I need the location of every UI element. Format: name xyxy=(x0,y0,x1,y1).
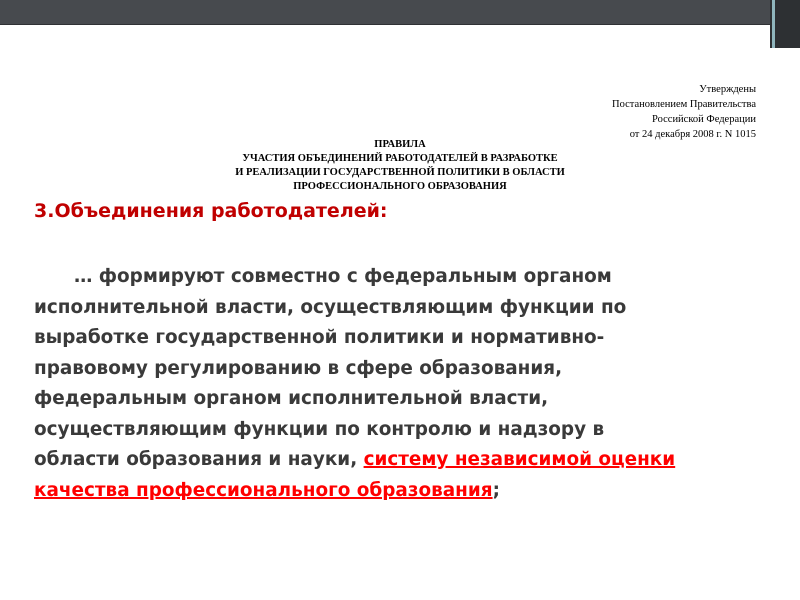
body-line xyxy=(34,476,774,507)
body-text-tail: ; xyxy=(492,479,500,501)
approval-line: Постановлением Правительства xyxy=(612,99,756,110)
body-line: выработке государственной политики и нормативно- xyxy=(34,327,605,348)
rules-title-line: ПРОФЕССИОНАЛЬНОГО ОБРАЗОВАНИЯ xyxy=(293,181,507,192)
body-line: … формируют совместно с федеральным органом xyxy=(74,266,612,287)
body-paragraph xyxy=(34,262,774,506)
top-bar xyxy=(0,0,800,25)
body-line: правовому регулированию в сфере образования, xyxy=(34,357,563,379)
highlighted-phrase: систему независимой оценки xyxy=(363,449,676,470)
body-line: исполнительной власти, осуществляющим функции по xyxy=(34,296,627,318)
body-line: осуществляющим функции по контролю и надзору в xyxy=(34,418,605,440)
rules-title-line: И РЕАЛИЗАЦИИ ГОСУДАРСТВЕННОЙ ПОЛИТИКИ В ОБЛАСТИ xyxy=(235,167,565,178)
body-line: федеральным органом исполнительной власти, xyxy=(34,388,549,409)
highlighted-phrase: качества профессионального образования xyxy=(34,479,493,501)
corner-accent-stripe xyxy=(772,0,775,48)
approval-note xyxy=(456,82,756,142)
rules-title xyxy=(150,138,650,194)
body-text-plain: области образования и науки, xyxy=(34,449,364,470)
section-heading: 3.Объединения работодателей: xyxy=(34,200,388,222)
approval-line: Российской Федерации xyxy=(652,114,756,125)
approval-line: от 24 декабря 2008 г. N 1015 xyxy=(629,129,756,140)
approval-line: Утверждены xyxy=(699,84,756,95)
rules-title-line: ПРАВИЛА xyxy=(374,139,426,150)
rules-title-line: УЧАСТИЯ ОБЪЕДИНЕНИЙ РАБОТОДАТЕЛЕЙ В РАЗРАБОТКЕ xyxy=(242,153,558,164)
body-line xyxy=(34,445,774,476)
